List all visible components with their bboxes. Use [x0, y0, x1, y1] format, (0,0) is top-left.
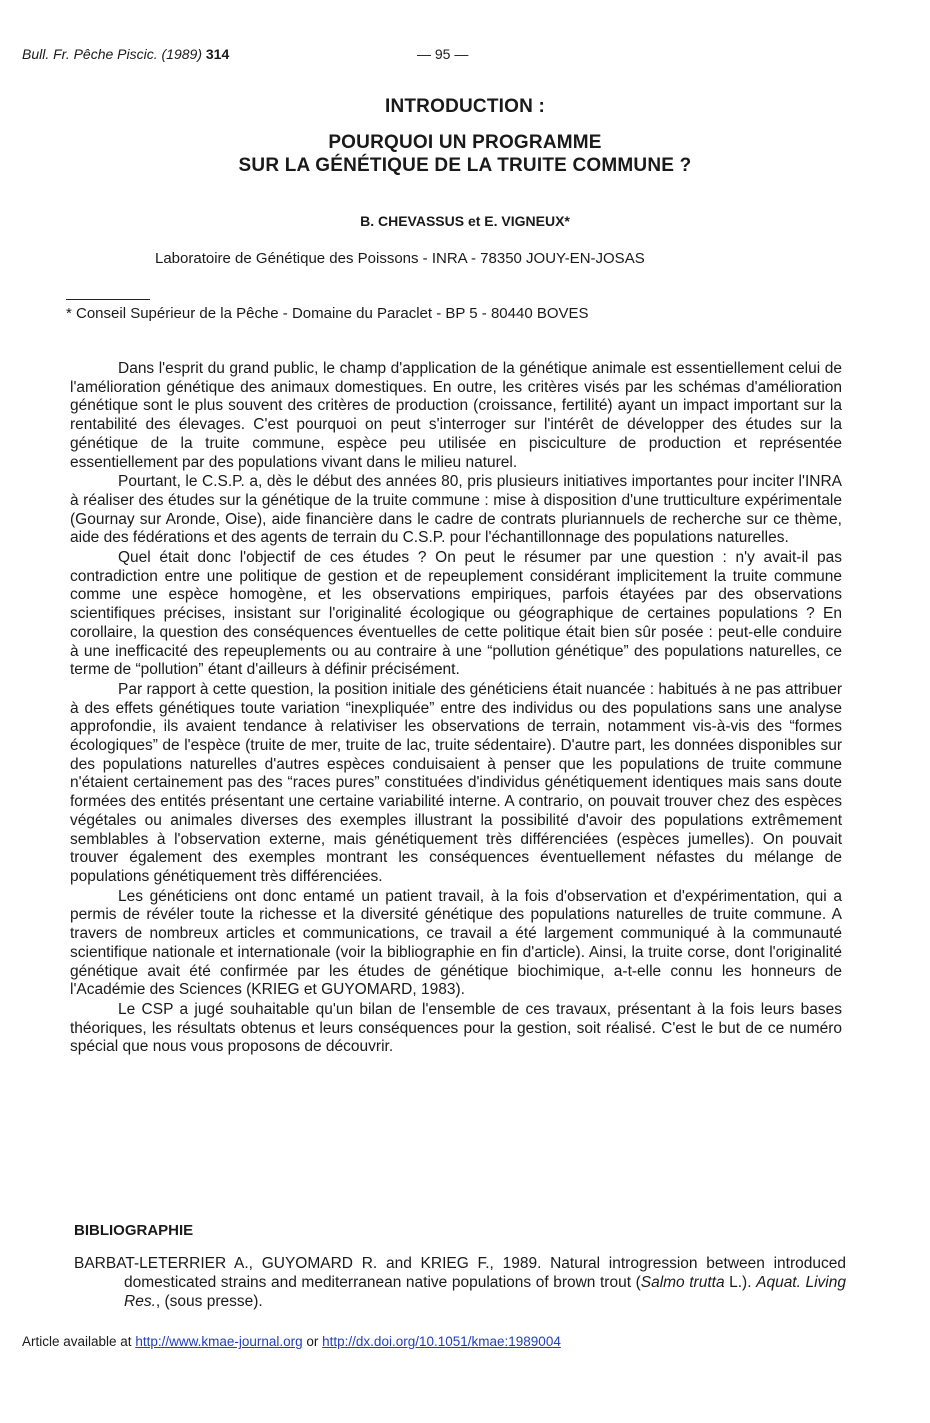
article-availability — [22, 1334, 561, 1349]
bibliography-heading: BIBLIOGRAPHIE — [74, 1222, 194, 1239]
paragraph: Par rapport à cette question, la position initiale des généticiens était nuancée : habitués à ne pas attribuer à des effets génétiques toute variation “inexpliquée” entre des individus ou des populations sans une analyse approfondie, ils avaient tendance à relativiser les observations de terrain, notamment vis-à-vis des “formes écologiques” de l'espèce (truite de mer, truite de lac, truite sédentaire). D'autre part, les données disponibles sur des populations naturelles d'autres espèces conduisaient à penser que les populations de truite commune n'étaient certainement pas des “races pures” constituées d'individus génétiquement identiques mais sans doute formées des entités présentant une certaine variabilité interne. A contrario, on pouvait trouver chez des espèces végétales ou animales diverses des exemples illustrant la possibilité d'avoir des populations extrêmement semblables à l'observation externe, mais génétiquement très différenciées (espèces jumelles). On pouvait trouver également des exemples montrant les conséquences éventuellement néfastes du mélange de populations génétiquement très différenciées. — [70, 680, 842, 885]
bib-journal: Aquat. Living Res. — [124, 1274, 846, 1310]
footnote-rule — [66, 299, 150, 300]
article-title-line2: POURQUOI UN PROGRAMME — [328, 132, 602, 153]
journal-volume: 314 — [205, 46, 230, 62]
paragraph: Les généticiens ont donc entamé un patient travail, à la fois d'observation et d'expérimentation, qui a permis de révéler toute la richesse et la diversité génétique des populations naturelles de truite commune. A travers de nombreux articles et communications, ce travail a été largement communiqué à la communauté scientifique nationale et internationale (voir la bibliographie en fin d'article). Ainsi, la truite corse, dont l'originalité génétique avait été confirmée par les études de génétique biochimique, a-t-elle connu les honneurs de l'Académie des Sciences (KRIEG et GUYOMARD, 1983). — [70, 887, 842, 999]
availability-prefix: Article available at — [22, 1334, 136, 1349]
bib-status: , (sous presse). — [155, 1293, 263, 1310]
kmae-journal-link[interactable]: http://www.kmae-journal.org — [135, 1334, 303, 1349]
bib-entry-text: BARBAT-LETERRIER A., GUYOMARD R. and KRIEG F., 1989. Natural introgression between introduced domesticated strains and mediterranean native populations of brown trout ( — [74, 1255, 846, 1291]
paragraph: Quel était donc l'objectif de ces études ? On peut le résumer par une question : n'y avait-il pas contradiction entre une politique de gestion et de repeuplement considérant implicitement la truite commune comme une espèce homogène, et les observations empiriques, parfois étayées par des observations scientifiques précises, insistant sur l'originalité écologique ou géographique de certaines populations ? En corollaire, la question des conséquences éventuelles de cette politique était bien sûr posée : peut-elle conduire à une inefficacité des repeuplements ou au contraire à une “pollution génétique” des populations naturelles, ce terme de “pollution” étant d'ailleurs à définir précisément. — [70, 549, 842, 679]
article-title — [0, 131, 930, 177]
authors: B. CHEVASSUS et E. VIGNEUX* — [360, 213, 570, 229]
affiliation: Laboratoire de Génétique des Poissons - INRA - 78350 JOUY-EN-JOSAS — [155, 250, 645, 267]
article-body — [70, 360, 842, 1058]
doi-link[interactable]: http://dx.doi.org/10.1051/kmae:1989004 — [322, 1334, 561, 1349]
running-header — [22, 46, 662, 66]
bibliography-entry — [74, 1254, 846, 1311]
journal-citation: Bull. Fr. Pêche Piscic. (1989) — [22, 46, 202, 62]
article-title-line3: SUR LA GÉNÉTIQUE DE LA TRUITE COMMUNE ? — [238, 155, 692, 176]
paragraph: Pourtant, le C.S.P. a, dès le début des années 80, pris plusieurs initiatives importantes pour inciter l'INRA à réaliser des études sur la génétique de la truite commune : mise à disposition d'une trutticulture expérimentale (Gournay sur Aronde, Oise), aide financière dans le cadre de contrats pluriannuels de recherche sur ce thème, aide des fédérations et des agents de terrain du C.S.P. pour l'échantillonnage des populations naturelles. — [70, 473, 842, 547]
page-number: — 95 — — [417, 46, 469, 62]
author-footnote: * Conseil Supérieur de la Pêche - Domaine du Paraclet - BP 5 - 80440 BOVES — [66, 305, 589, 322]
paragraph: Dans l'esprit du grand public, le champ d'application de la génétique animale est essentiellement celui de l'amélioration génétique des animaux domestiques. En outre, les critères visés par les schémas d'amélioration génétique sont le plus souvent des critères de production (croissance, fertilité) ayant un impact important sur la rentabilité des élevages. C'est pourquoi on peut s'interroger sur l'intérêt de développer des études sur la génétique de la truite commune, espèce peu utilisée en pisciculture de production et représentée essentiellement par des populations vivant dans le milieu naturel. — [70, 360, 842, 471]
bib-species: Salmo trutta — [640, 1274, 725, 1291]
article-title-line1: INTRODUCTION : — [384, 96, 546, 117]
paragraph: Le CSP a jugé souhaitable qu'un bilan de l'ensemble de ces travaux, présentant à la fois leurs bases théoriques, les résultats obtenus et leurs conséquences pour la gestion, soit réalisé. C'est le but de ce numéro spécial que nous vous proposons de découvrir. — [70, 1000, 842, 1056]
bib-species-suffix: L.). — [724, 1274, 757, 1291]
availability-or: or — [302, 1334, 323, 1349]
